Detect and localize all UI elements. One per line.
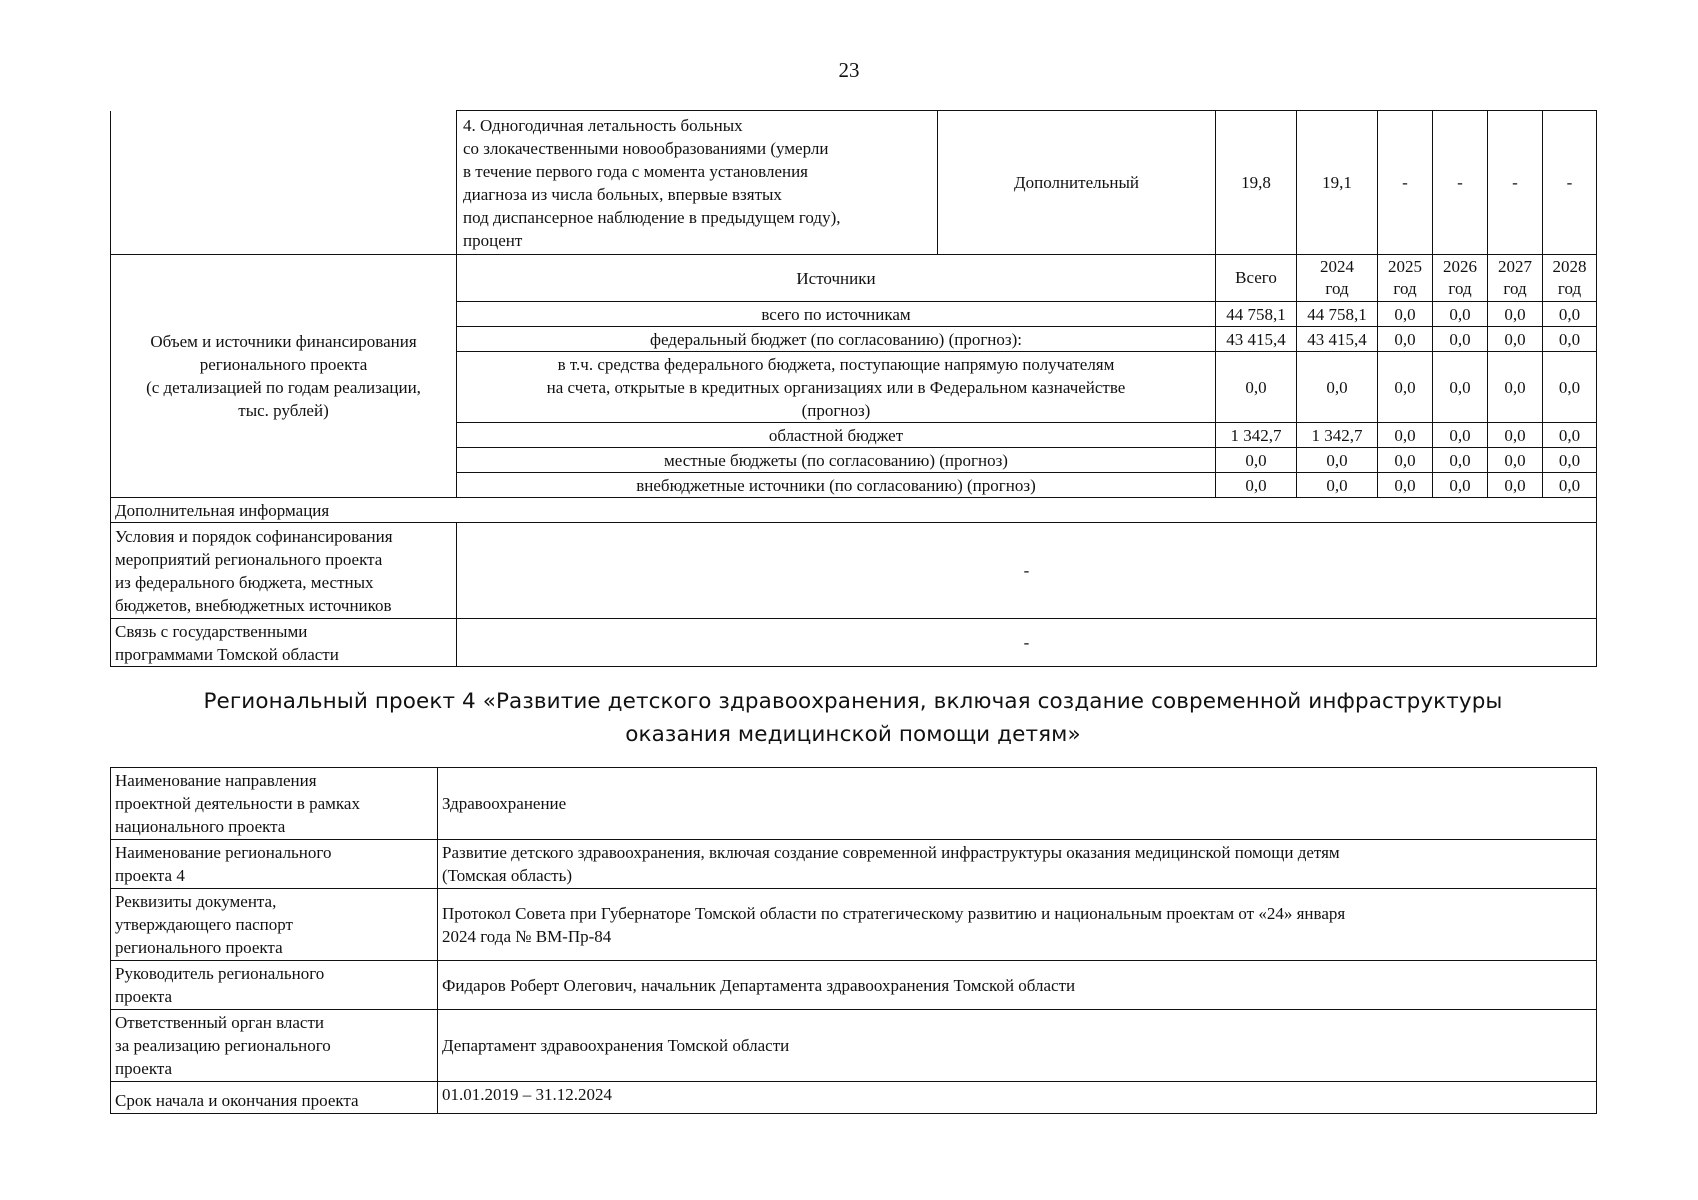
finance-value: 0,0 bbox=[1488, 473, 1543, 498]
passport-value bbox=[438, 1082, 1597, 1114]
passport-label-line: за реализацию регионального bbox=[115, 1036, 331, 1055]
passport-label-line: проекта bbox=[115, 987, 173, 1006]
passport-value-line: Протокол Совета при Губернаторе Томской области по стратегическому развитию и национальным проектам от «24» января bbox=[442, 903, 1346, 923]
finance-row-name bbox=[457, 352, 1216, 423]
page-number: 23 bbox=[838, 58, 860, 82]
finance-value: 0,0 bbox=[1378, 423, 1433, 448]
finance-row-name: областной бюджет bbox=[457, 423, 1216, 448]
passport-label-line: Наименование регионального bbox=[115, 843, 332, 862]
cofinancing-row bbox=[111, 523, 1597, 619]
finance-value: 0,0 bbox=[1378, 327, 1433, 352]
cofinancing-label-line: Условия и порядок софинансирования bbox=[115, 526, 393, 546]
indicator-name-line: со злокачественными новообразованиями (умерли bbox=[463, 138, 829, 158]
finance-value: 0,0 bbox=[1297, 473, 1378, 498]
year-header-2026 bbox=[1433, 255, 1488, 302]
passport-label bbox=[111, 1010, 438, 1082]
indicator-row bbox=[111, 111, 1597, 255]
finance-value: 0,0 bbox=[1543, 473, 1597, 498]
finance-value: 0,0 bbox=[1297, 352, 1378, 423]
indicator-name-line: в течение первого года с момента установления bbox=[463, 161, 809, 181]
finance-value: 0,0 bbox=[1216, 352, 1297, 423]
passport-value-line: Департамент здравоохранения Томской области bbox=[442, 1036, 790, 1055]
passport-value bbox=[438, 961, 1597, 1010]
year-unit: год bbox=[1325, 279, 1349, 298]
finance-row-name-line: (прогноз) bbox=[801, 400, 871, 420]
additional-info: Дополнительная информация bbox=[111, 498, 1597, 523]
passport-label-line: Руководитель регионального bbox=[115, 964, 325, 983]
finance-value: 0,0 bbox=[1433, 473, 1488, 498]
state-programs-label bbox=[111, 619, 457, 667]
year-header-2024 bbox=[1297, 255, 1378, 302]
finance-value: 44 758,1 bbox=[1216, 302, 1297, 327]
section-title bbox=[110, 685, 1596, 751]
year-unit: год bbox=[1393, 279, 1417, 298]
year-label: 2028 bbox=[1552, 257, 1587, 276]
section-title-line: оказания медицинской помощи детям» bbox=[625, 722, 1081, 747]
finance-row-name: всего по источникам bbox=[457, 302, 1216, 327]
passport-value bbox=[438, 1010, 1597, 1082]
passport-label-line: Срок начала и окончания проекта bbox=[115, 1091, 359, 1110]
passport-label-line: Ответственный орган власти bbox=[115, 1013, 324, 1032]
indicator-value-2026: - bbox=[1433, 111, 1488, 255]
passport-value-line: Здравоохранение bbox=[442, 794, 567, 813]
finance-value: 0,0 bbox=[1488, 302, 1543, 327]
total-header: Всего bbox=[1216, 255, 1297, 302]
year-label: 2026 bbox=[1443, 257, 1477, 276]
passport-label-line: Наименование направления bbox=[115, 771, 317, 790]
finance-value: 0,0 bbox=[1488, 423, 1543, 448]
year-unit: год bbox=[1448, 279, 1472, 298]
year-unit: год bbox=[1557, 279, 1582, 298]
passport-label-line: проектной деятельности в рамках bbox=[115, 794, 360, 813]
finance-value: 43 415,4 bbox=[1297, 327, 1378, 352]
passport-row bbox=[111, 961, 1597, 1010]
year-unit: год bbox=[1503, 279, 1527, 298]
finance-value: 0,0 bbox=[1433, 448, 1488, 473]
finance-value: 1 342,7 bbox=[1216, 423, 1297, 448]
cofinancing-label-line: мероприятий регионального проекта bbox=[115, 549, 383, 569]
passport-row bbox=[111, 889, 1597, 961]
finance-row-name: федеральный бюджет (по согласованию) (прогноз): bbox=[457, 327, 1216, 352]
passport-label bbox=[111, 889, 438, 961]
indicator-value-2025: - bbox=[1378, 111, 1433, 255]
cofinancing-value: - bbox=[457, 523, 1597, 619]
passport-label bbox=[111, 961, 438, 1010]
passport-value-line: (Томская область) bbox=[442, 866, 573, 885]
passport-label-line: Реквизиты документа, bbox=[115, 892, 277, 911]
year-label: 2025 bbox=[1388, 257, 1422, 276]
finance-value: 0,0 bbox=[1543, 327, 1597, 352]
finance-row-name: внебюджетные источники (по согласованию) (прогноз) bbox=[457, 473, 1216, 498]
year-header-2028 bbox=[1543, 255, 1597, 302]
passport-row bbox=[111, 840, 1597, 889]
sources-header: Источники bbox=[457, 255, 1216, 302]
state-programs-label-line: программами Томской области bbox=[115, 644, 339, 664]
finance-value: 0,0 bbox=[1543, 423, 1597, 448]
finance-value: 0,0 bbox=[1216, 473, 1297, 498]
passport-value-line: 01.01.2019 – 31.12.2024 bbox=[442, 1085, 612, 1104]
finance-value: 0,0 bbox=[1488, 352, 1543, 423]
finance-value: 0,0 bbox=[1433, 302, 1488, 327]
passport-label-line: регионального проекта bbox=[115, 938, 283, 957]
finance-row-name: местные бюджеты (по согласованию) (прогноз) bbox=[457, 448, 1216, 473]
indicator-name-line: диагноза из числа больных, впервые взятых bbox=[463, 184, 782, 204]
finance-value: 44 758,1 bbox=[1297, 302, 1378, 327]
finance-value: 0,0 bbox=[1378, 448, 1433, 473]
finance-value: 0,0 bbox=[1543, 352, 1597, 423]
state-programs-label-line: Связь с государственными bbox=[115, 621, 308, 641]
finance-value: 1 342,7 bbox=[1297, 423, 1378, 448]
passport-label-line: национального проекта bbox=[115, 817, 286, 836]
finance-label-line: тыс. рублей) bbox=[238, 401, 329, 420]
indicator-empty-cell bbox=[111, 111, 457, 255]
state-programs-value: - bbox=[457, 619, 1597, 667]
passport-label-line: проекта bbox=[115, 1059, 173, 1078]
finance-value: 0,0 bbox=[1378, 352, 1433, 423]
passport-value bbox=[438, 889, 1597, 961]
cofinancing-label bbox=[111, 523, 457, 619]
finance-row-name-line: в т.ч. средства федерального бюджета, поступающие напрямую получателям bbox=[557, 354, 1115, 374]
cofinancing-label-line: из федерального бюджета, местных bbox=[115, 572, 374, 592]
finance-header-row bbox=[111, 255, 1597, 302]
passport-value-line: 2024 года № ВМ-Пр-84 bbox=[442, 926, 612, 946]
indicator-value-2024: 19,1 bbox=[1297, 111, 1378, 255]
finance-value: 43 415,4 bbox=[1216, 327, 1297, 352]
finance-label-line: регионального проекта bbox=[199, 355, 368, 374]
state-programs-row bbox=[111, 619, 1597, 667]
finance-row-name-line: на счета, открытые в кредитных организациях или в Федеральном казначействе bbox=[546, 377, 1126, 397]
year-header-2025 bbox=[1378, 255, 1433, 302]
passport-value bbox=[438, 840, 1597, 889]
indicator-name-line: процент bbox=[463, 230, 523, 250]
passport-label bbox=[111, 1082, 438, 1114]
finance-table bbox=[110, 110, 1597, 667]
passport-label-line: проекта 4 bbox=[115, 866, 185, 885]
additional-info-row bbox=[111, 498, 1597, 523]
passport-label bbox=[111, 840, 438, 889]
finance-value: 0,0 bbox=[1488, 448, 1543, 473]
passport-value bbox=[438, 768, 1597, 840]
finance-value: 0,0 bbox=[1297, 448, 1378, 473]
passport-row bbox=[111, 1082, 1597, 1114]
indicator-value-2027: - bbox=[1488, 111, 1543, 255]
finance-value: 0,0 bbox=[1216, 448, 1297, 473]
cofinancing-label-line: бюджетов, внебюджетных источников bbox=[115, 595, 392, 615]
indicator-name bbox=[457, 111, 938, 255]
finance-label-line: Объем и источники финансирования bbox=[150, 332, 417, 351]
finance-value: 0,0 bbox=[1543, 448, 1597, 473]
passport-value-line: Фидаров Роберт Олегович, начальник Департамента здравоохранения Томской области bbox=[442, 975, 1076, 995]
indicator-name-line: под диспансерное наблюдение в предыдущем году), bbox=[463, 207, 841, 227]
year-label: 2024 bbox=[1320, 257, 1354, 276]
indicator-name-line: 4. Одногодичная летальность больных bbox=[463, 115, 743, 135]
finance-value: 0,0 bbox=[1378, 473, 1433, 498]
passport-label bbox=[111, 768, 438, 840]
finance-value: 0,0 bbox=[1378, 302, 1433, 327]
finance-label bbox=[111, 255, 457, 498]
year-label: 2027 bbox=[1498, 257, 1532, 276]
finance-label-line: (с детализацией по годам реализации, bbox=[146, 378, 421, 397]
indicator-type: Дополнительный bbox=[938, 111, 1216, 255]
passport-row bbox=[111, 1010, 1597, 1082]
finance-value: 0,0 bbox=[1488, 327, 1543, 352]
passport-row bbox=[111, 768, 1597, 840]
year-header-2027 bbox=[1488, 255, 1543, 302]
section-title-line: Региональный проект 4 «Развитие детского здравоохранения, включая создание современной инфраструктуры bbox=[203, 689, 1503, 714]
finance-value: 0,0 bbox=[1543, 302, 1597, 327]
finance-value: 0,0 bbox=[1433, 352, 1488, 423]
passport-table bbox=[110, 767, 1597, 1114]
indicator-value-base: 19,8 bbox=[1216, 111, 1297, 255]
passport-value-line: Развитие детского здравоохранения, включая создание современной инфраструктуры оказания медицинской помощи детям bbox=[442, 843, 1340, 862]
finance-value: 0,0 bbox=[1433, 327, 1488, 352]
indicator-value-2028: - bbox=[1543, 111, 1597, 255]
finance-value: 0,0 bbox=[1433, 423, 1488, 448]
passport-label-line: утверждающего паспорт bbox=[115, 915, 293, 934]
